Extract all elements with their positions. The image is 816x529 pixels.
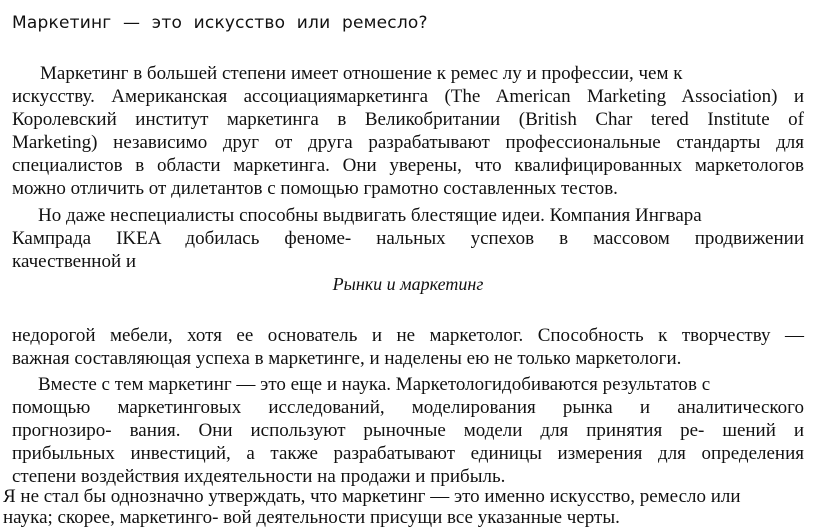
paragraph-5-line-1: Я не стал бы однозначно утверждать, что маркетинг — это именно искусство, ремесло или [3,486,741,507]
paragraph-1-line-2: искусству. Американская ассоциациямаркетинга (The American Marketing Association) и [12,86,804,107]
section-heading: Маркетинг — это искусство или ремесло? [12,13,428,33]
paragraph-1-line-1: Маркетинг в большей степени имеет отношение к ремес лу и профессии, чем к [40,63,683,84]
paragraph-1-line-5: специалистов в области маркетинга. Они уверены, что квалифицированных маркетологов [12,155,804,176]
paragraph-4-line-3: прогнозиро- вания. Они используют рыночные модели для принятия ре- шений и [12,420,804,441]
paragraph-1-line-3: Королевский институт маркетинга в Великобритании (British Char tered Institute of [12,109,804,130]
paragraph-2-line-3: качественной и [12,251,137,272]
paragraph-4-line-4: прибыльных инвестиций, а также разрабатывают единицы измерения для определения [12,443,804,464]
paragraph-4-line-1: Вместе с тем маркетинг — это еще и наука. Маркетологидобиваются результатов с [38,374,711,395]
paragraph-3-line-1: недорогой мебели, хотя ее основатель и не маркетолог. Способность к творчеству — [12,325,804,346]
paragraph-1-line-4: Marketing) независимо друг от друга разрабатывают профессиональные стандарты для [12,132,804,153]
paragraph-2-line-1: Но даже неспециалисты способны выдвигать блестящие идеи. Компания Ингвара [38,205,702,226]
running-header: Рынки и маркетинг [332,274,484,294]
paragraph-2-line-2: Кампрада IKEA добилась феноме- нальных успехов в массовом продвижении [12,228,804,249]
paragraph-1-line-6: можно отличить от дилетантов с помощью грамотно составленных тестов. [12,178,618,199]
paragraph-4-line-5: степени воздействия ихдеятельности на продажи и прибыль. [12,466,506,487]
paragraph-3-line-2: важная составляющая успеха в маркетинге, и наделены ею не только маркетологи. [12,348,682,369]
paragraph-4-line-2: помощью маркетинговых исследований, моделирования рынка и аналитического [12,397,804,418]
paragraph-5-line-2: наука; скорее, маркетинго- вой деятельности присущи все указанные черты. [3,507,620,528]
